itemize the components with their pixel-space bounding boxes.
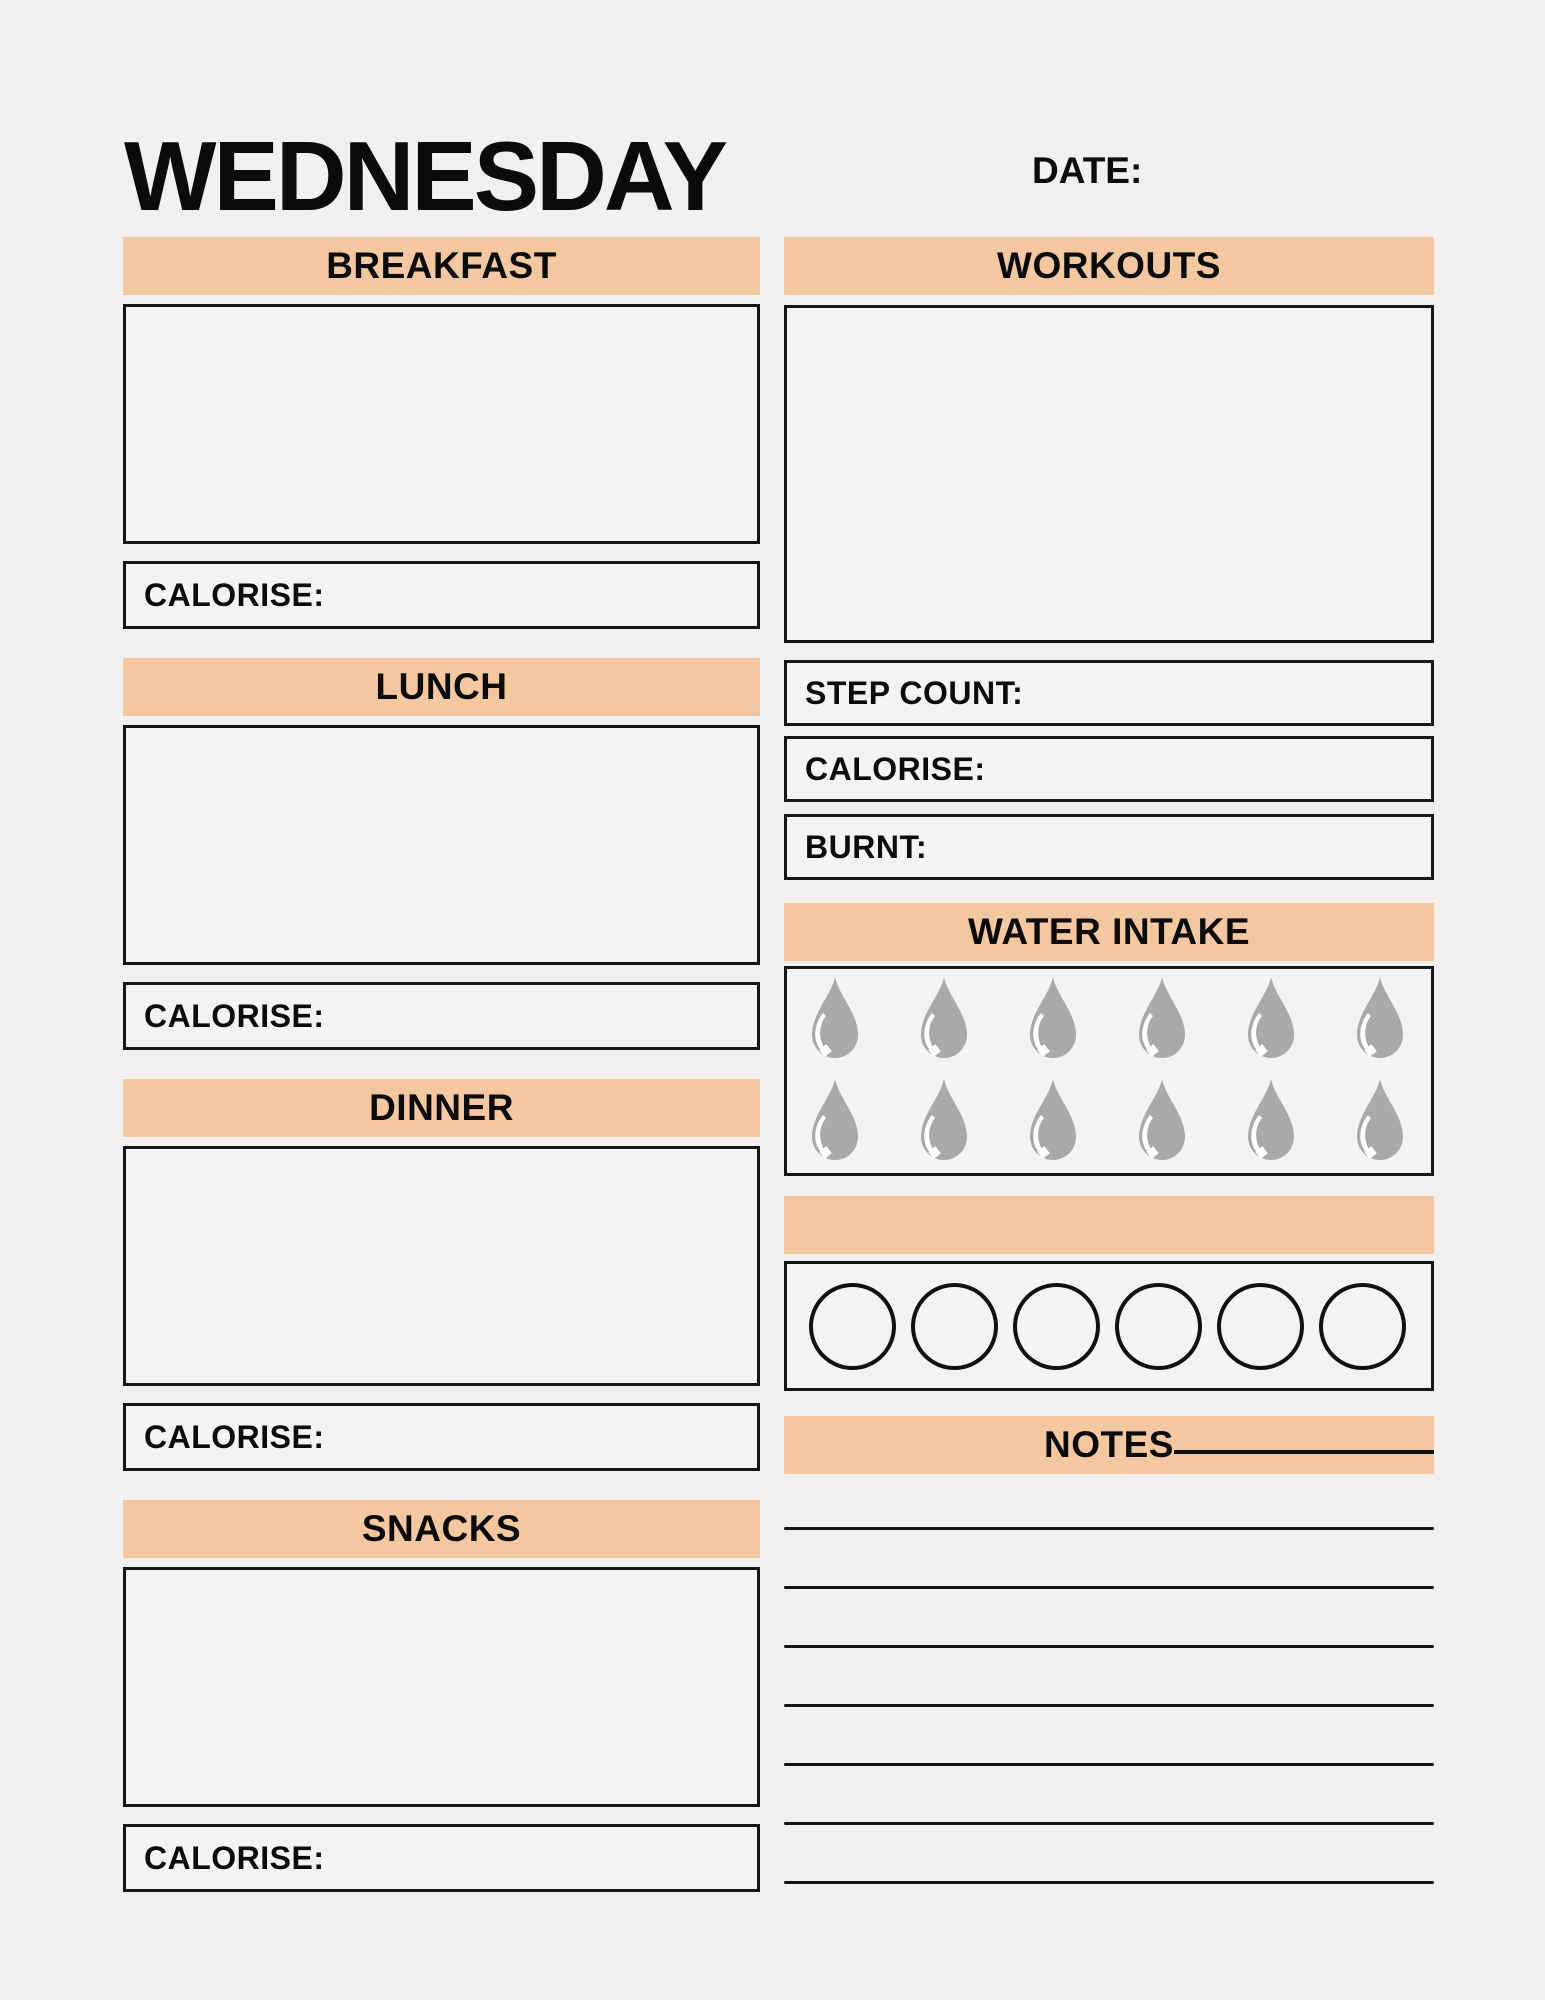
water-drop-icon[interactable] <box>916 976 972 1064</box>
section-header-water-intake <box>784 903 1434 961</box>
water-drop-icon[interactable] <box>1352 1078 1408 1166</box>
water-drop-icon[interactable] <box>1025 1078 1081 1166</box>
water-drop-icon[interactable] <box>1352 976 1408 1064</box>
water-drop-icon[interactable] <box>1025 976 1081 1064</box>
breakfast-calorise-label: CALORISE: <box>144 576 325 613</box>
water-intake-title: WATER INTAKE <box>967 911 1251 952</box>
section-header-workouts <box>784 237 1434 295</box>
circle-tracker <box>784 1261 1434 1391</box>
tracker-circle[interactable] <box>1217 1283 1304 1370</box>
notes-line[interactable] <box>784 1881 1434 1884</box>
notes-ruled-area <box>784 1527 1434 1884</box>
section-header-dinner <box>123 1079 760 1137</box>
date-label: DATE: <box>1032 150 1143 191</box>
snacks-title: SNACKS <box>361 1508 522 1549</box>
water-drop-row <box>807 1078 1431 1166</box>
lunch-entry-box[interactable] <box>123 725 760 965</box>
section-header-breakfast <box>123 237 760 295</box>
section-header-snacks <box>123 1500 760 1558</box>
notes-line[interactable] <box>784 1645 1434 1648</box>
breakfast-entry-box[interactable] <box>123 304 760 544</box>
dinner-entry-box[interactable] <box>123 1146 760 1386</box>
tracker-circle[interactable] <box>1013 1283 1100 1370</box>
page-title: WEDNESDAY <box>124 121 726 231</box>
workouts-entry-box[interactable] <box>784 305 1434 643</box>
water-drop-icon[interactable] <box>807 1078 863 1166</box>
blank-tracker-header <box>784 1196 1434 1254</box>
tracker-column <box>784 237 1434 1884</box>
workout-calorise-label: CALORISE: <box>805 750 986 787</box>
dinner-calorise-label: CALORISE: <box>144 1418 325 1455</box>
section-header-lunch <box>123 658 760 716</box>
step-count-field[interactable] <box>784 660 1434 726</box>
burnt-label: BURNT: <box>805 828 928 865</box>
water-drop-icon[interactable] <box>807 976 863 1064</box>
notes-header-line <box>1174 1450 1434 1454</box>
notes-title: NOTES <box>1044 1424 1174 1465</box>
tracker-circle[interactable] <box>911 1283 998 1370</box>
meals-column <box>123 237 760 1921</box>
breakfast-calorise-field[interactable] <box>123 561 760 629</box>
lunch-title: LUNCH <box>375 666 508 707</box>
workout-calorise-field[interactable] <box>784 736 1434 802</box>
workouts-title: WORKOUTS <box>997 245 1221 286</box>
notes-line[interactable] <box>784 1763 1434 1766</box>
lunch-calorise-field[interactable] <box>123 982 760 1050</box>
water-drop-icon[interactable] <box>1134 1078 1190 1166</box>
burnt-field[interactable] <box>784 814 1434 880</box>
notes-line[interactable] <box>784 1586 1434 1589</box>
tracker-circle[interactable] <box>1115 1283 1202 1370</box>
tracker-circle[interactable] <box>1319 1283 1406 1370</box>
water-drop-row <box>807 976 1431 1064</box>
notes-line[interactable] <box>784 1527 1434 1530</box>
dinner-calorise-field[interactable] <box>123 1403 760 1471</box>
dinner-title: DINNER <box>369 1087 514 1128</box>
section-header-notes <box>784 1416 1434 1474</box>
notes-line[interactable] <box>784 1704 1434 1707</box>
water-intake-tracker <box>784 966 1434 1176</box>
water-drop-icon[interactable] <box>916 1078 972 1166</box>
water-drop-icon[interactable] <box>1134 976 1190 1064</box>
breakfast-title: BREAKFAST <box>326 245 557 286</box>
tracker-circle[interactable] <box>809 1283 896 1370</box>
snacks-calorise-label: CALORISE: <box>144 1839 325 1876</box>
snacks-calorise-field[interactable] <box>123 1824 760 1892</box>
snacks-entry-box[interactable] <box>123 1567 760 1807</box>
water-drop-icon[interactable] <box>1243 976 1299 1064</box>
step-count-label: STEP COUNT: <box>805 674 1024 711</box>
water-drop-icon[interactable] <box>1243 1078 1299 1166</box>
notes-line[interactable] <box>784 1822 1434 1825</box>
lunch-calorise-label: CALORISE: <box>144 997 325 1034</box>
